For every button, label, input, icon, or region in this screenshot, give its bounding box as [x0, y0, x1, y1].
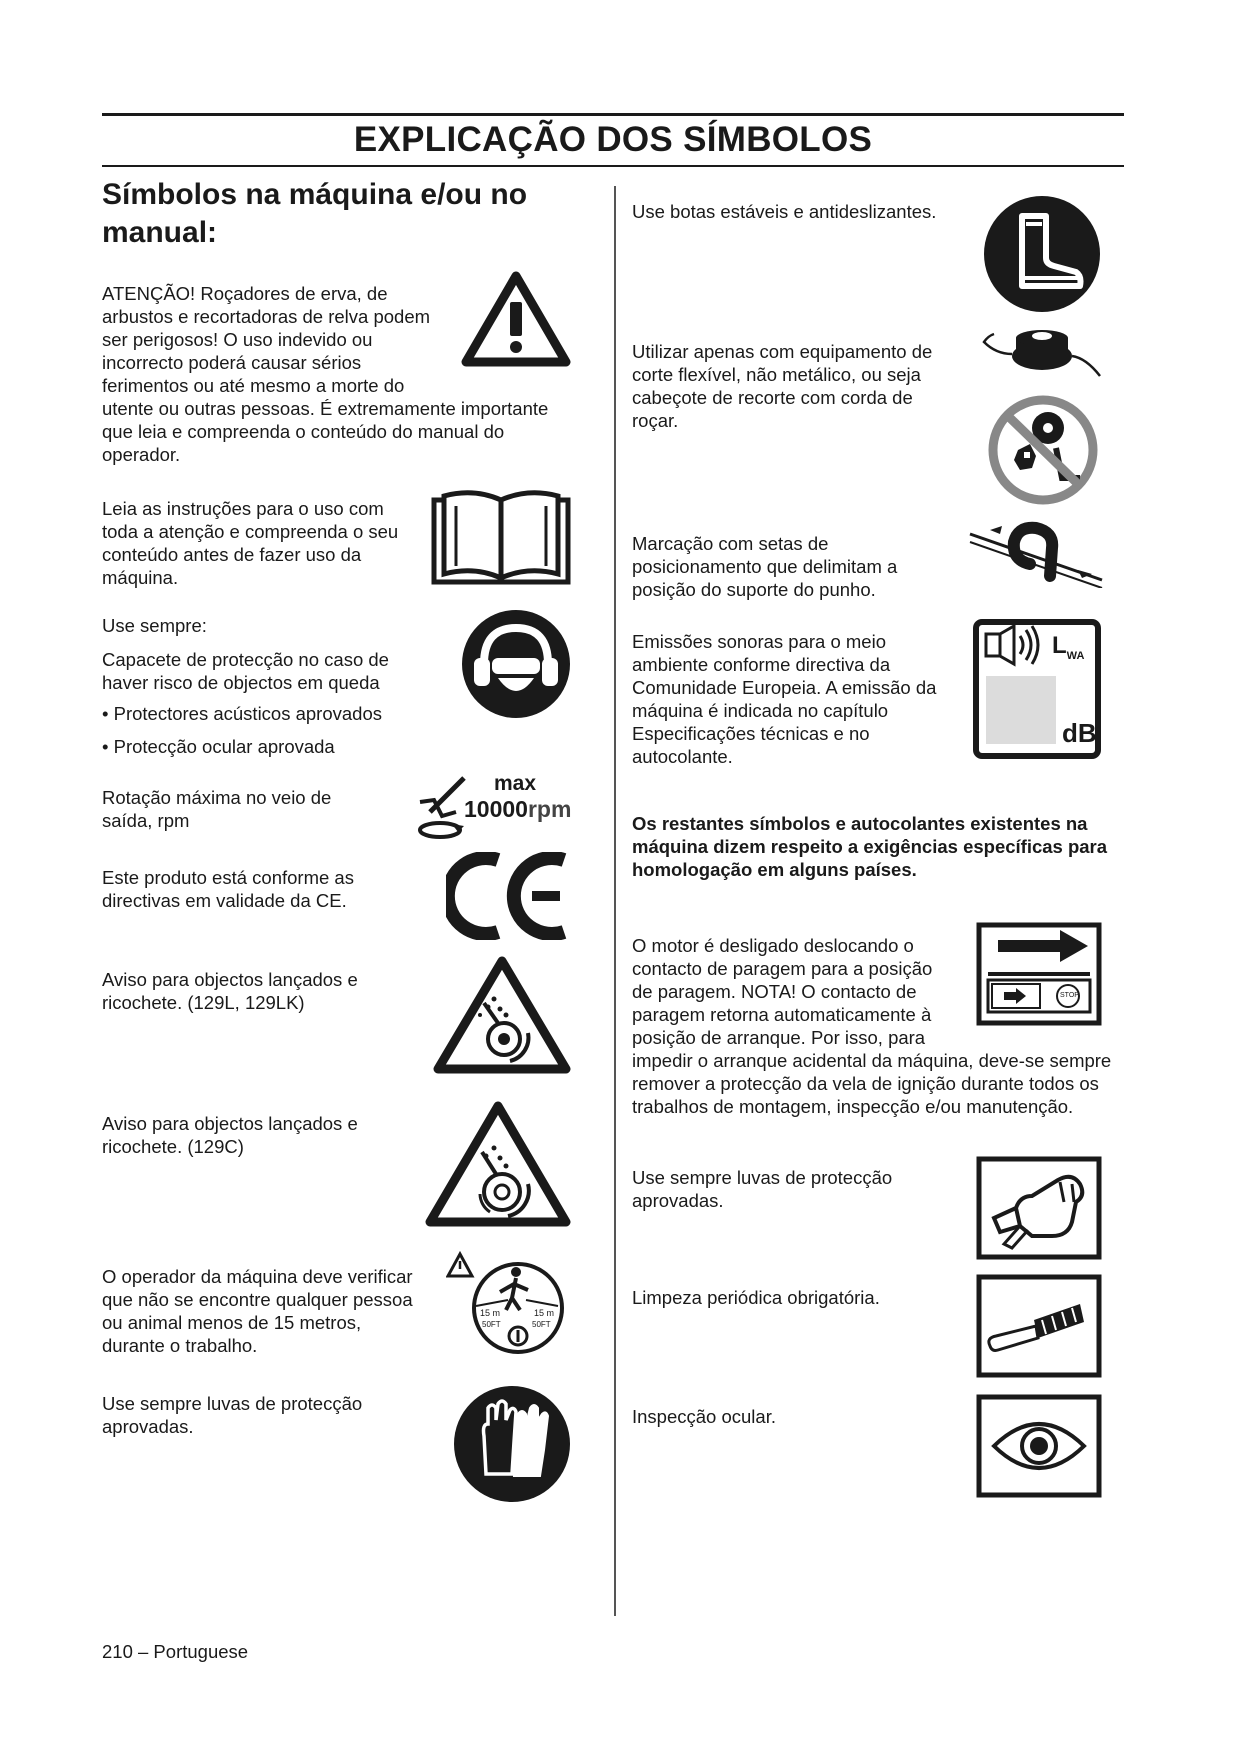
ppe-eye: • Protecção ocular aprovada: [102, 736, 335, 757]
glove-sign-icon: [976, 1156, 1102, 1260]
page-footer: 210 – Portuguese: [102, 1641, 249, 1662]
page-title: EXPLICAÇÃO DOS SÍMBOLOS: [353, 120, 873, 159]
helmet-ear-eye-protection-icon: [460, 608, 572, 720]
distance-ft-left: 50FT: [482, 1320, 501, 1329]
thrown-objects-warning-icon-2: [424, 1100, 572, 1228]
column-divider: [614, 186, 616, 1616]
rpm-readout: [464, 796, 571, 823]
brush-cleaning-icon: [976, 1274, 1102, 1378]
gloves-text-2: Use sempre luvas de protecção aprovadas.: [632, 1167, 893, 1211]
stop-switch-icon: [976, 922, 1102, 1026]
safety-distance-icon: [446, 1250, 570, 1360]
lwa-letter: L: [1052, 632, 1067, 659]
max-label: max: [494, 772, 537, 795]
boots-text: Use botas estáveis e antideslizantes.: [632, 201, 937, 222]
ppe-helmet: Capacete de protecção no caso de haver risco de objectos em queda: [102, 649, 389, 693]
lwa-subscript: WA: [1066, 649, 1085, 662]
distance-ft-right: 50FT: [532, 1320, 551, 1329]
thrown-objects-text-1: Aviso para objectos lançados e ricochete. (129L, 129LK): [102, 969, 358, 1013]
protective-gloves-icon: [452, 1384, 572, 1504]
eye-inspection-icon: [976, 1394, 1102, 1498]
stop-switch-text-cont: impedir o arranque acidental da máquina, deve-se sempre remover a protecção da vela de ignição durante todos os trabalhos de montagem, inspecção e/ou manutenção.: [632, 1050, 1112, 1117]
handle-position-arrows-icon: [968, 516, 1104, 588]
flexible-cutting-text: Utilizar apenas com equipamento de corte flexível, não metálico, ou seja cabeçote de recorte com corda de roçar.: [632, 341, 933, 431]
trimmer-head-icon: [980, 326, 1104, 386]
ppe-intro: Use sempre:: [102, 615, 207, 636]
thrown-objects-warning-icon-1: [432, 955, 572, 1075]
ppe-ear: • Protectores acústicos aprovados: [102, 703, 383, 724]
noise-emission-text: Emissões sonoras para o meio ambiente conforme directiva da Comunidade Europeia. A emissão da máquina é indicada no capítulo Especificações técnicas e no autocolante.: [632, 631, 937, 767]
rotation-text: Rotação máxima no veio de saída, rpm: [102, 787, 332, 831]
protective-boots-icon: [982, 194, 1102, 314]
warning-triangle-icon: [460, 270, 572, 368]
distance-text: O operador da máquina deve verificar que não se encontre qualquer pessoa ou animal menos de 15 metros, durante o trabalho.: [102, 1266, 413, 1356]
section-subtitle: Símbolos na máquina e/ou no manual:: [102, 178, 528, 249]
stop-switch-text: O motor é desligado deslocando o contacto de paragem para a posição de paragem. NOTA! O contacto de paragem retorna automaticamente à posição de arranque. Por isso, para: [632, 935, 933, 1048]
handle-marking-text: Marcação com setas de posicionamento que delimitam a posição do suporte do punho.: [632, 533, 898, 600]
inspection-text: Inspecção ocular.: [632, 1406, 776, 1427]
stop-label: STOP: [1060, 992, 1079, 999]
lwa-label: [1052, 632, 1084, 662]
gloves-text: Use sempre luvas de protecção aprovadas.: [102, 1393, 363, 1437]
cleaning-text: Limpeza periódica obrigatória.: [632, 1287, 880, 1308]
ce-mark-icon: [446, 852, 574, 940]
warning-text: ATENÇÃO! Roçadores de erva, de arbustos e recortadoras de relva podem ser perigosos! O uso indevido ou incorrecto poderá causar sérios ferimentos ou até mesmo a morte do: [102, 283, 431, 396]
title-rule: [102, 165, 1124, 167]
warning-text-cont: utente ou outras pessoas. É extremamente importante que leia e compreenda o conteúdo do manual do operador.: [102, 398, 549, 465]
distance-m-left: 15 m: [480, 1308, 501, 1318]
max-rotation-icon: [412, 772, 577, 842]
open-book-icon: [430, 486, 572, 586]
rpm-unit: rpm: [527, 796, 572, 822]
db-label: dB: [1062, 718, 1097, 748]
ce-text: Este produto está conforme as directivas em validade da CE.: [102, 867, 354, 911]
rpm-value: 10000: [464, 796, 528, 822]
manual-text: Leia as instruções para o uso com toda a atenção e compreenda o seu conteúdo antes de fazer uso da máquina.: [102, 498, 399, 588]
no-metal-blade-icon: [984, 394, 1102, 506]
top-rule: [102, 113, 1124, 116]
other-symbols-note: Os restantes símbolos e autocolantes existentes na máquina dizem respeito a exigências específicas para homologação em alguns países.: [632, 813, 1108, 880]
distance-m-right: 15 m: [534, 1308, 555, 1318]
sound-power-label-icon: [972, 618, 1102, 760]
thrown-objects-text-2: Aviso para objectos lançados e ricochete. (129C): [102, 1113, 358, 1157]
